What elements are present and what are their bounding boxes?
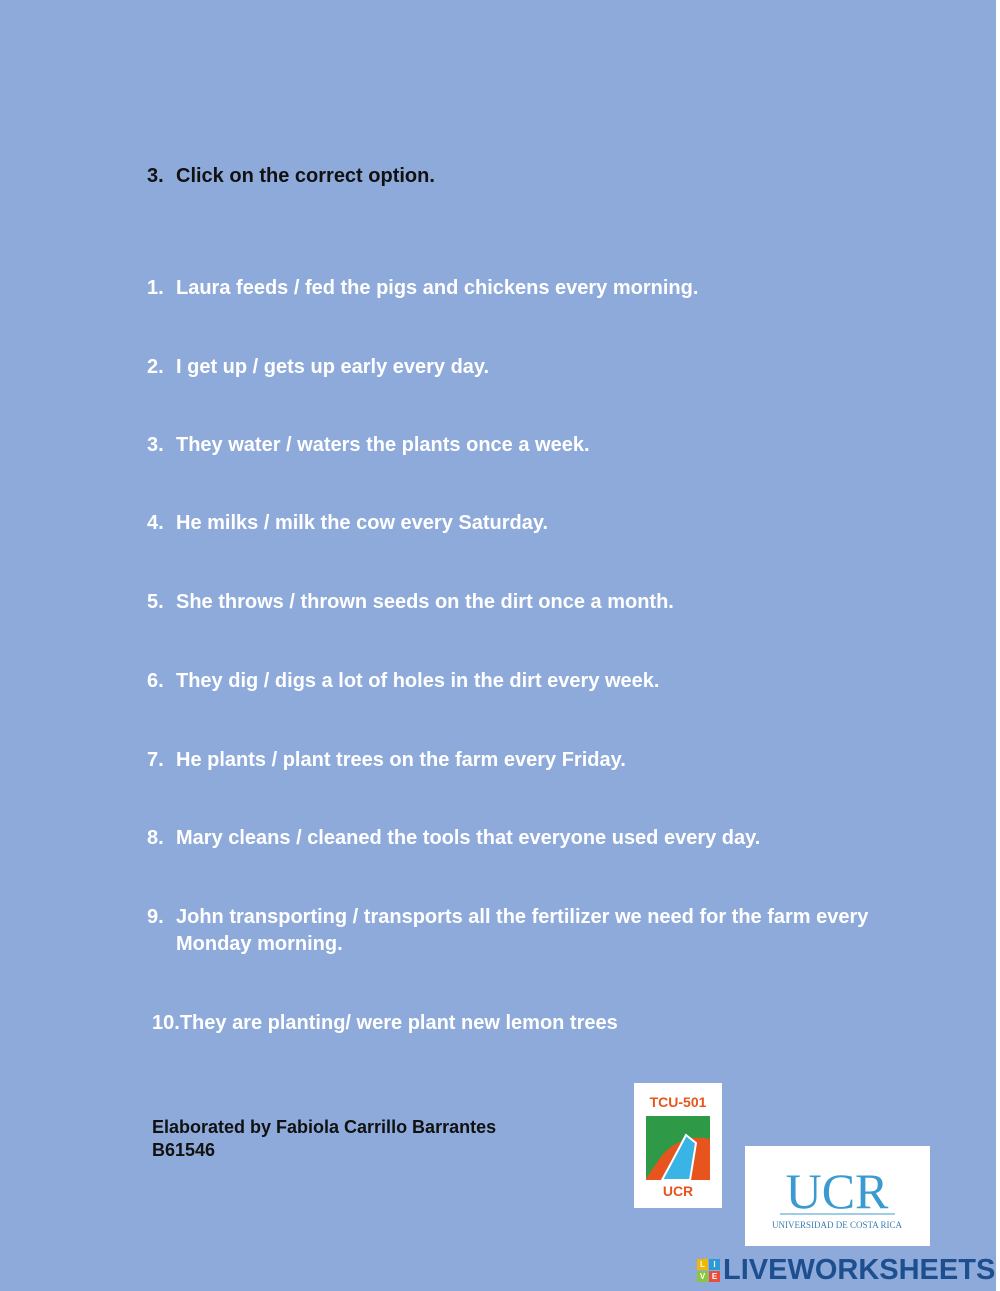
option-a-4[interactable]: milks	[207, 512, 259, 534]
option-b-4[interactable]: milk	[274, 512, 315, 534]
option-a-9[interactable]: transporting	[229, 906, 348, 928]
question-6: 6. They dig / digs a lot of holes in the dirt every week.	[147, 668, 927, 695]
author-name: Elaborated by Fabiola Carrillo Barrantes	[152, 1117, 497, 1137]
question-number: 7.	[147, 749, 164, 771]
option-a-10[interactable]: are planting	[232, 1012, 346, 1034]
option-b-8[interactable]: cleaned	[307, 827, 382, 849]
question-2: 2. I get up / gets up early every day.	[147, 354, 927, 381]
svg-text:UCR: UCR	[662, 1183, 694, 1199]
option-b-10[interactable]: were plant	[356, 1012, 456, 1034]
instruction-number: 3.	[147, 165, 164, 187]
option-b-9[interactable]: transports	[363, 906, 463, 928]
question-7: 7. He plants / plant trees on the farm every Friday.	[147, 747, 927, 774]
live-badge-icon: L I V E	[697, 1259, 720, 1282]
option-b-2[interactable]: gets up	[263, 356, 335, 378]
question-number: 10.	[152, 1012, 180, 1034]
option-b-3[interactable]: waters	[297, 434, 361, 456]
ucr-logo	[745, 1146, 930, 1246]
question-number: 3.	[147, 434, 164, 456]
option-b-5[interactable]: thrown	[300, 591, 368, 613]
question-number: 8.	[147, 827, 164, 849]
question-number: 9.	[147, 906, 164, 928]
instruction-text: Click on the correct option.	[176, 165, 435, 187]
option-a-3[interactable]: water	[228, 434, 281, 456]
tcu-501-logo	[634, 1083, 722, 1208]
question-9: 9. John transporting / transports all the fertilizer we need for the farm every Monday morning.	[147, 906, 869, 955]
option-b-6[interactable]: digs	[274, 670, 317, 692]
svg-text:UNIVERSIDAD DE COSTA RICA: UNIVERSIDAD DE COSTA RICA	[771, 1220, 903, 1230]
question-3: 3. They water / waters the plants once a week.	[147, 432, 927, 459]
option-a-2[interactable]: get up	[187, 356, 248, 378]
question-number: 6.	[147, 670, 164, 692]
option-a-5[interactable]: throws	[218, 591, 284, 613]
question-number: 4.	[147, 512, 164, 534]
option-a-6[interactable]: dig	[228, 670, 259, 692]
brand-name: LIVEWORKSHEETS	[723, 1253, 996, 1286]
student-id: B61546	[152, 1140, 216, 1160]
question-number: 2.	[147, 356, 164, 378]
option-a-7[interactable]: plants	[207, 749, 267, 771]
question-1: 1. Laura feeds / fed the pigs and chickens every morning.	[147, 275, 927, 302]
author-credit	[152, 1116, 496, 1162]
question-number: 1.	[147, 277, 164, 299]
option-b-1[interactable]: fed	[304, 277, 335, 299]
svg-text:UCR: UCR	[785, 1163, 889, 1219]
question-number: 5.	[147, 591, 164, 613]
question-4: 4. He milks / milk the cow every Saturday.	[147, 510, 927, 537]
option-a-8[interactable]: cleans	[228, 827, 291, 849]
question-10: 10.They are planting/ were plant new lemon trees	[152, 1012, 618, 1034]
liveworksheets-brand	[697, 1255, 995, 1285]
option-b-7[interactable]: plant	[282, 749, 331, 771]
question-5: 5. She throws / thrown seeds on the dirt once a month.	[147, 589, 927, 616]
svg-text:TCU-501: TCU-501	[649, 1094, 707, 1110]
option-a-1[interactable]: feeds	[236, 277, 289, 299]
question-8: 8. Mary cleans / cleaned the tools that everyone used every day.	[147, 825, 927, 852]
instruction-heading	[147, 165, 435, 188]
